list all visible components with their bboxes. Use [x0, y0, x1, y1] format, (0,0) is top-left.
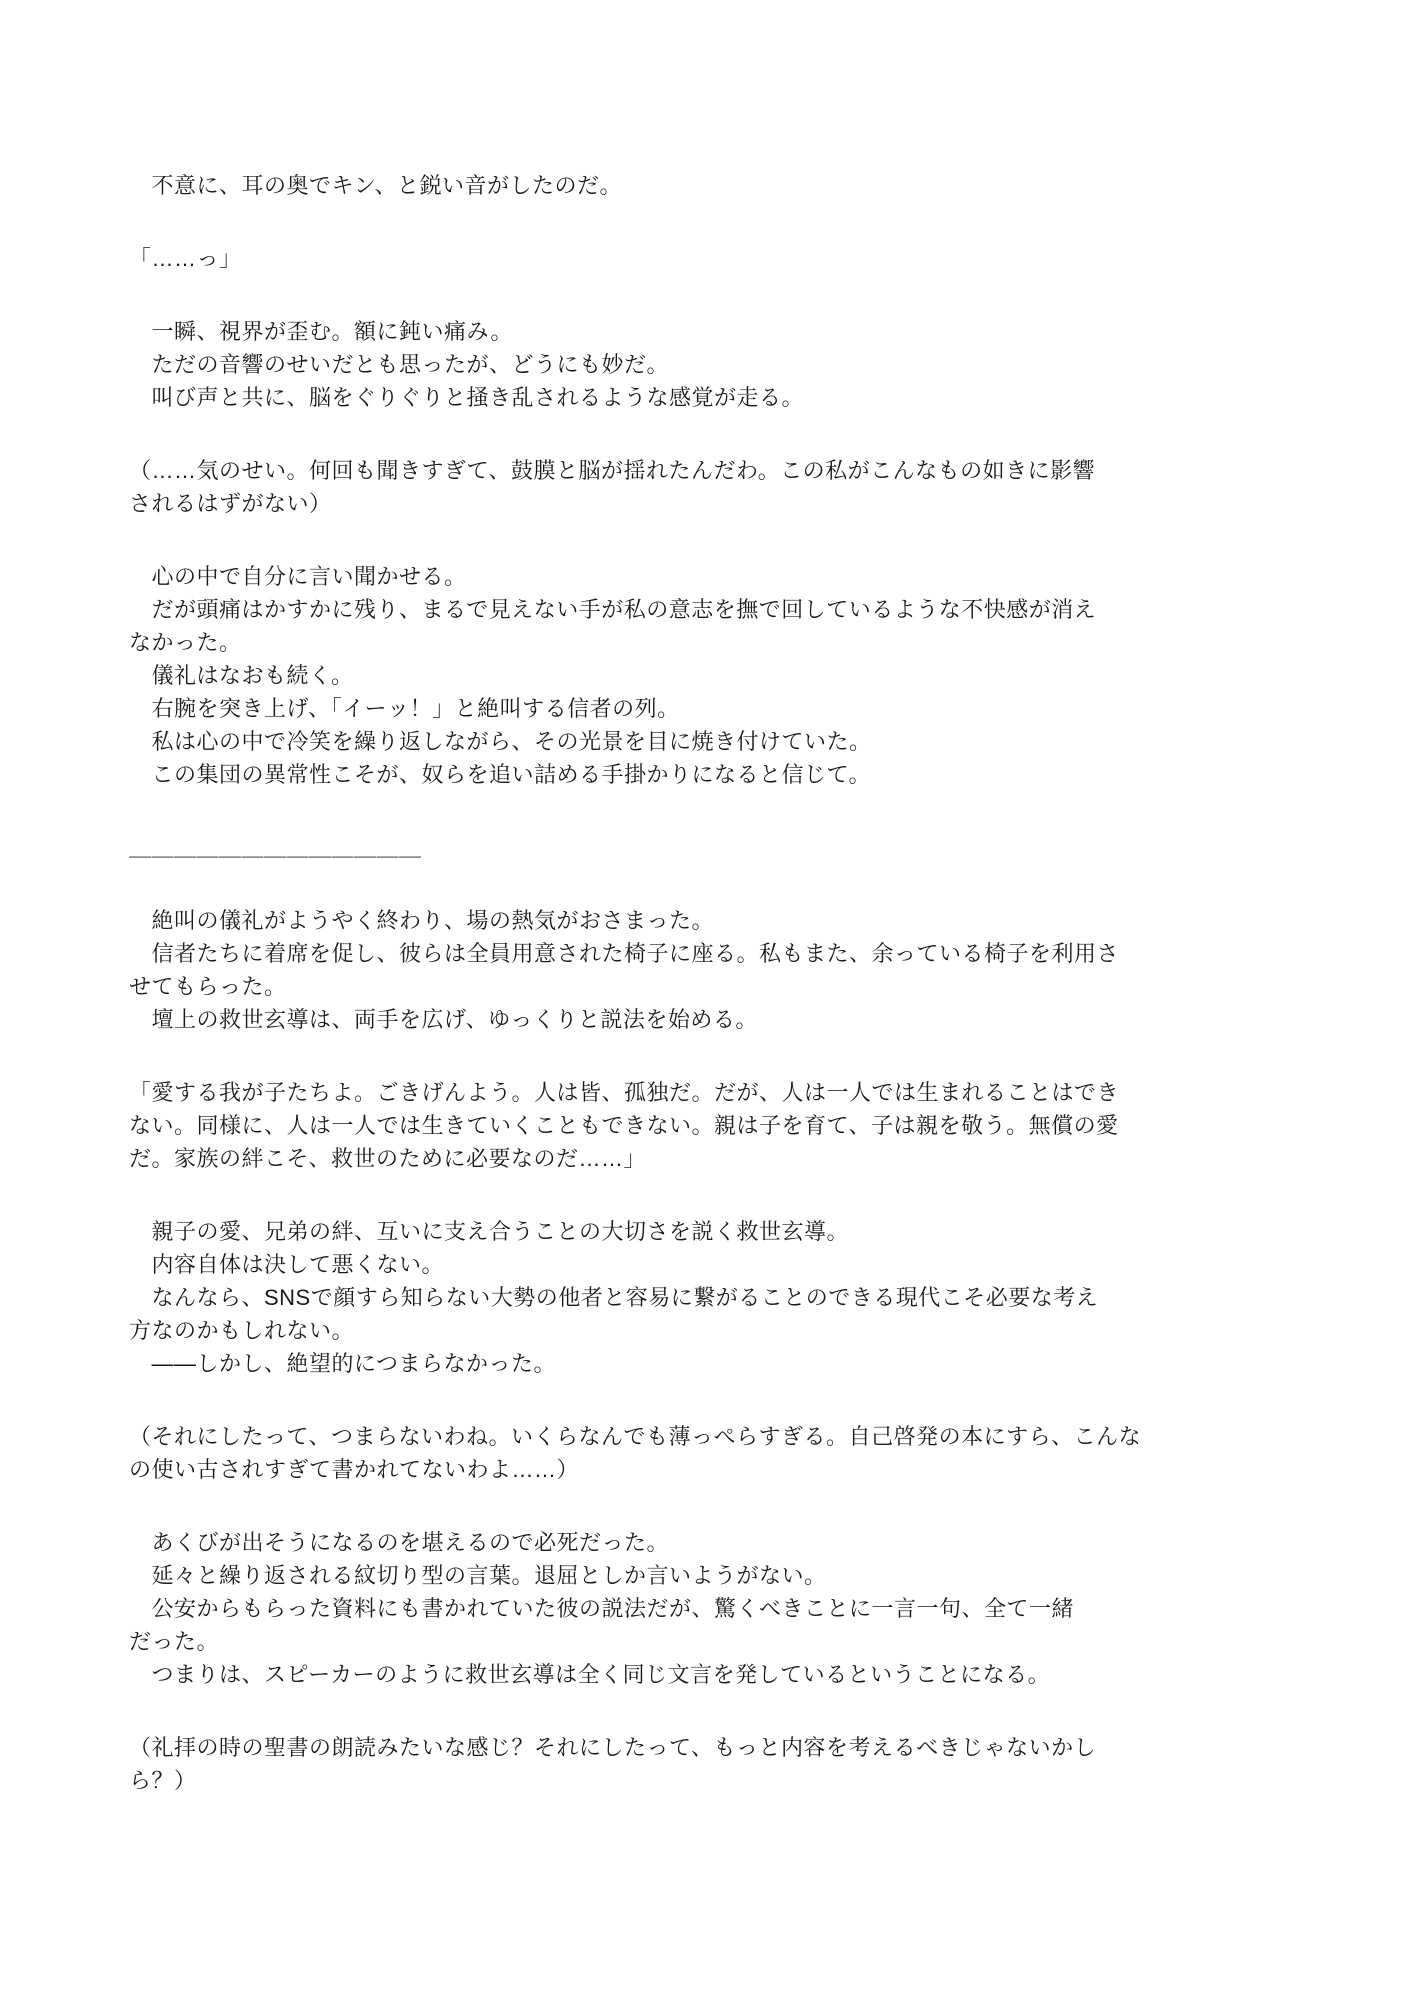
- text-line: 絶叫の儀礼がようやく終わり、場の熱気がおさまった。: [129, 908, 715, 933]
- text-line: （礼拝の時の聖書の朗読みたいな感じ？それにしたって、もっと内容を考えるべきじゃないかし: [129, 1735, 1097, 1760]
- text-line: あくびが出そうになるのを堪えるので必死だった。: [129, 1530, 670, 1555]
- text-line: 儀礼はなおも続く。: [129, 663, 354, 688]
- paragraph: [129, 242, 1288, 275]
- text-line: せてもらった。: [129, 974, 287, 999]
- text-line: （……気のせい。何回も聞きすぎて、鼓膜と脳が揺れたんだわ。この私がこんなもの如きに影響: [129, 458, 1096, 483]
- text-line: だ。家族の絆こそ、救世のために必要なのだ……」: [129, 1146, 647, 1171]
- text-line: この集団の異常性こそが、奴らを追い詰める手掛かりになると信じて。: [129, 762, 872, 787]
- text-line: の使い古されすぎて書かれてないわよ……）: [129, 1457, 580, 1482]
- paragraph: [129, 1420, 1288, 1486]
- text-line: 親子の愛、兄弟の絆、互いに支え合うことの大切さを説く救世玄導。: [129, 1219, 850, 1244]
- text-line: だった。: [129, 1629, 220, 1654]
- text-line: 心の中で自分に言い聞かせる。: [129, 564, 467, 589]
- paragraph: [129, 1526, 1288, 1691]
- text-line: 壇上の救世玄導は、両手を広げ、ゆっくりと説法を始める。: [129, 1007, 758, 1032]
- text-line: 右腕を突き上げ、「イーッ！」と絶叫する信者の列。: [129, 696, 680, 721]
- document-body: [129, 169, 1288, 1797]
- text-line: 叫び声と共に、脳をぐりぐりと掻き乱されるような感覚が走る。: [129, 385, 805, 410]
- paragraph: [129, 1215, 1288, 1380]
- paragraph: [129, 315, 1288, 414]
- text-line: 一瞬、視界が歪む。額に鈍い痛み。: [129, 319, 513, 344]
- text-line: 延々と繰り返される紋切り型の言葉。退屈としか言いようがない。: [129, 1563, 827, 1588]
- separator-line: ＿＿＿＿＿＿＿＿＿＿＿＿＿: [129, 835, 422, 860]
- text-line: なかった。: [129, 630, 242, 655]
- text-line: 方なのかもしれない。: [129, 1318, 355, 1343]
- text-line: ない。同様に、人は一人では生きていくこともできない。親は子を育て、子は親を敬う。無償の愛: [129, 1113, 1119, 1138]
- paragraph: [129, 560, 1288, 791]
- text-line: されるはずがない）: [129, 491, 332, 516]
- text-line: 私は心の中で冷笑を繰り返しながら、その光景を目に焼き付けていた。: [129, 729, 872, 754]
- text-line: なんなら、SNSで顔すら知らない大勢の他者と容易に繋がることのできる現代こそ必要な考え: [129, 1285, 1099, 1310]
- paragraph: [129, 1076, 1288, 1175]
- text-line: つまりは、スピーカーのように救世玄導は全く同じ文言を発しているということになる。: [129, 1662, 1051, 1687]
- text-line: だが頭痛はかすかに残り、まるで見えない手が私の意志を撫で回しているような不快感が消え: [129, 597, 1097, 622]
- text-line: 内容自体は決して悪くない。: [129, 1252, 445, 1277]
- paragraph: [129, 904, 1288, 1036]
- text-line: ら？）: [129, 1768, 197, 1793]
- paragraph: [129, 454, 1288, 520]
- text-line: 「……っ」: [129, 246, 242, 271]
- text-line: ただの音響のせいだとも思ったが、どうにも妙だ。: [129, 352, 670, 377]
- paragraph: [129, 169, 1288, 202]
- text-line: 公安からもらった資料にも書かれていた彼の説法だが、驚くべきことに一言一句、全て一緒: [129, 1596, 1075, 1621]
- text-line: ――しかし、絶望的につまらなかった。: [129, 1351, 557, 1376]
- paragraph: [129, 1731, 1288, 1797]
- text-line: 「愛する我が子たちよ。ごきげんよう。人は皆、孤独だ。だが、人は一人では生まれることはでき: [129, 1080, 1120, 1105]
- text-line: 不意に、耳の奥でキン、と鋭い音がしたのだ。: [129, 173, 623, 198]
- text-line: （それにしたって、つまらないわね。いくらなんでも薄っぺらすぎる。自己啓発の本にすら、こんな: [129, 1424, 1142, 1449]
- text-line: 信者たちに着席を促し、彼らは全員用意された椅子に座る。私もまた、余っている椅子を利用さ: [129, 941, 1120, 966]
